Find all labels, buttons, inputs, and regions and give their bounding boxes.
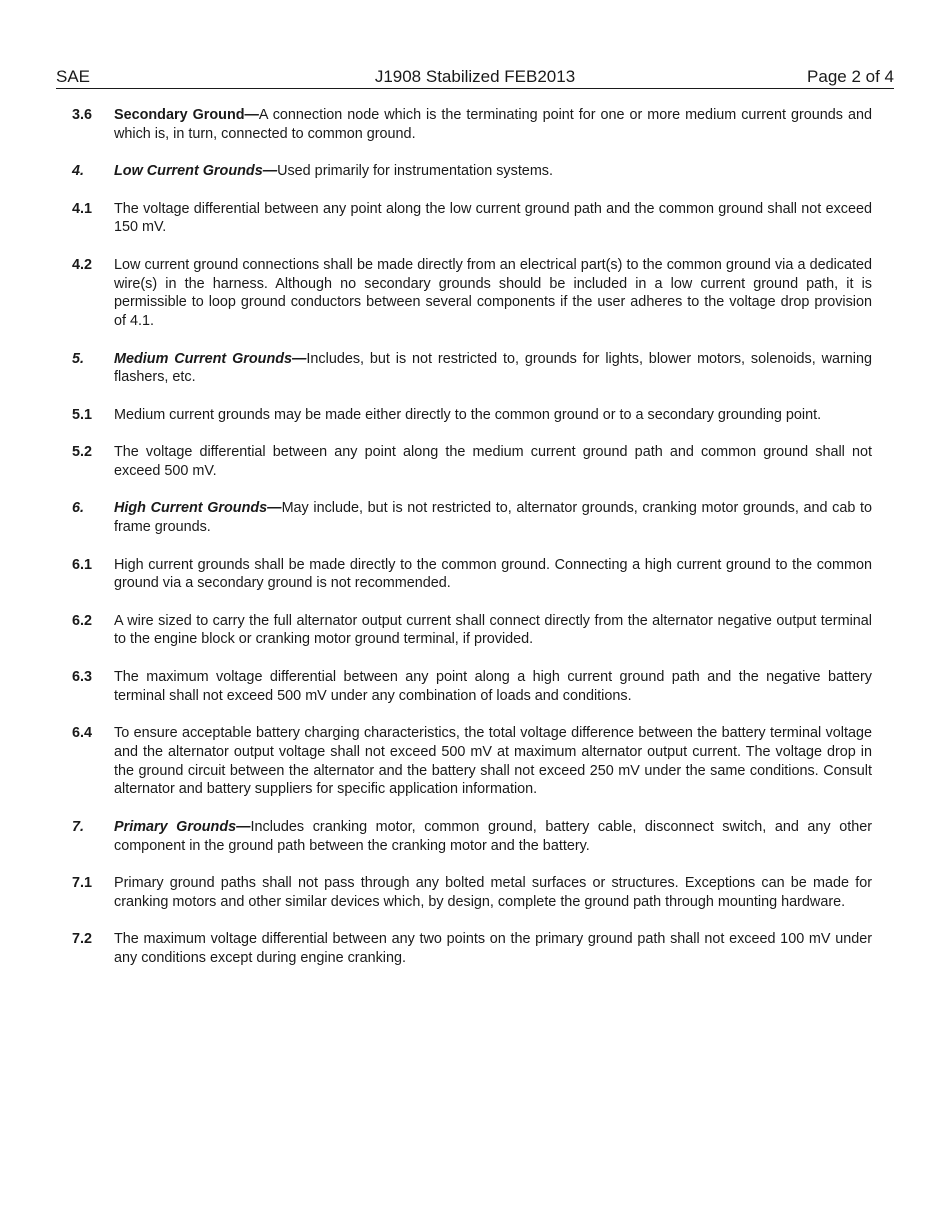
section-text: A connection node which is the terminating point for one or more medium current grounds and which is, in turn, connected to common ground. bbox=[114, 107, 872, 142]
section-body bbox=[114, 106, 872, 144]
section-number: 6.4 bbox=[72, 725, 93, 742]
section-number: 4.2 bbox=[72, 256, 93, 273]
section-number: 3.6 bbox=[72, 107, 93, 123]
section-body bbox=[114, 724, 872, 799]
header-page-number: Page 2 of 4 bbox=[807, 67, 894, 86]
header-org: SAE bbox=[56, 67, 91, 86]
section-4-1 bbox=[72, 200, 872, 238]
section-4 bbox=[72, 162, 872, 181]
document-body bbox=[72, 106, 872, 986]
section-text: A wire sized to carry the full alternator output current shall connect directly from the alternator negative output terminal to the engine block or cranking motor ground terminal, if provided. bbox=[114, 612, 872, 648]
section-number: 5.1 bbox=[72, 406, 93, 423]
section-text: The maximum voltage differential between any point along a high current ground path and the negative battery terminal shall not exceed 500 mV under any combination of loads and conditions. bbox=[114, 668, 872, 704]
section-text: May include, but is not restricted to, alternator grounds, cranking motor grounds, and cab to frame grounds. bbox=[114, 500, 872, 536]
section-body bbox=[114, 200, 872, 238]
section-3-6 bbox=[72, 106, 872, 144]
section-title: High Current Grounds— bbox=[114, 500, 282, 517]
section-text: The voltage differential between any point along the low current ground path and the common ground shall not exceed 150 mV. bbox=[114, 200, 872, 236]
section-5 bbox=[72, 350, 872, 388]
section-body bbox=[114, 443, 872, 481]
section-number: 6.1 bbox=[72, 556, 93, 573]
section-7 bbox=[72, 818, 872, 856]
section-body bbox=[114, 162, 872, 181]
section-number: 4.1 bbox=[72, 200, 93, 217]
section-7-2 bbox=[72, 930, 872, 968]
page-header bbox=[56, 66, 894, 89]
section-text: Low current ground connections shall be made directly from an electrical part(s) to the common ground via a dedicated wire(s) in the harness. Although no secondary grounds should be included in a low current ground path, it is permissible to loop ground conductors between several components if the user adheres to the voltage drop provision of 4.1. bbox=[114, 256, 872, 330]
section-body bbox=[114, 256, 872, 331]
section-5-2 bbox=[72, 443, 872, 481]
section-5-1 bbox=[72, 406, 872, 425]
section-text: Medium current grounds may be made either directly to the common ground or to a secondary grounding point. bbox=[114, 406, 822, 423]
section-text: To ensure acceptable battery charging characteristics, the total voltage difference between the battery terminal voltage and the alternator output voltage shall not exceed 500 mV at maximum alternator output current. The voltage drop in the ground circuit between the alternator and the battery shall not exceed 250 mV under the same conditions. Consult alternator and battery suppliers for specific application information. bbox=[114, 725, 872, 798]
section-body bbox=[114, 612, 872, 650]
section-number: 7. bbox=[72, 818, 85, 835]
section-number: 7.2 bbox=[72, 931, 93, 948]
section-text: Used primarily for instrumentation systems. bbox=[277, 163, 553, 180]
section-number: 6.2 bbox=[72, 612, 93, 629]
section-6-2 bbox=[72, 612, 872, 650]
section-title: Secondary Ground— bbox=[114, 107, 259, 123]
section-body bbox=[114, 818, 872, 856]
section-title: Low Current Grounds— bbox=[114, 163, 278, 180]
header-doc-id: J1908 Stabilized FEB2013 bbox=[374, 67, 576, 86]
section-body bbox=[114, 556, 872, 594]
section-number: 4. bbox=[72, 163, 85, 180]
section-title: Primary Grounds— bbox=[114, 818, 251, 835]
section-6-4 bbox=[72, 724, 872, 799]
section-4-2 bbox=[72, 256, 872, 331]
section-6-1 bbox=[72, 556, 872, 594]
section-number: 6. bbox=[72, 500, 85, 517]
section-body bbox=[114, 406, 872, 425]
section-body bbox=[114, 499, 872, 537]
section-body bbox=[114, 874, 872, 912]
section-text: Includes, but is not restricted to, grounds for lights, blower motors, solenoids, warning flashers, etc. bbox=[114, 350, 872, 386]
section-body bbox=[114, 668, 872, 706]
section-title: Medium Current Grounds— bbox=[114, 350, 307, 367]
section-6 bbox=[72, 499, 872, 537]
section-text: The voltage differential between any point along the medium current ground path and common ground shall not exceed 500 mV. bbox=[114, 444, 872, 479]
section-body bbox=[114, 930, 872, 968]
section-7-1 bbox=[72, 874, 872, 912]
section-number: 7.1 bbox=[72, 875, 93, 892]
section-6-3 bbox=[72, 668, 872, 706]
section-text: Primary ground paths shall not pass through any bolted metal surfaces or structures. Exceptions can be made for cranking motors and other similar devices which, by design, complete the ground path through mounting hardware. bbox=[114, 875, 872, 910]
section-number: 6.3 bbox=[72, 668, 93, 685]
section-text: High current grounds shall be made directly to the common ground. Connecting a high current ground to the common ground via a secondary ground is not recommended. bbox=[114, 556, 872, 592]
section-number: 5. bbox=[72, 350, 85, 367]
section-body bbox=[114, 350, 872, 388]
section-number: 5.2 bbox=[72, 444, 93, 461]
section-text: The maximum voltage differential between any two points on the primary ground path shall not exceed 100 mV under any conditions except during engine cranking. bbox=[114, 931, 872, 967]
section-text: Includes cranking motor, common ground, battery cable, disconnect switch, and any other component in the ground path between the cranking motor and the battery. bbox=[114, 818, 872, 854]
